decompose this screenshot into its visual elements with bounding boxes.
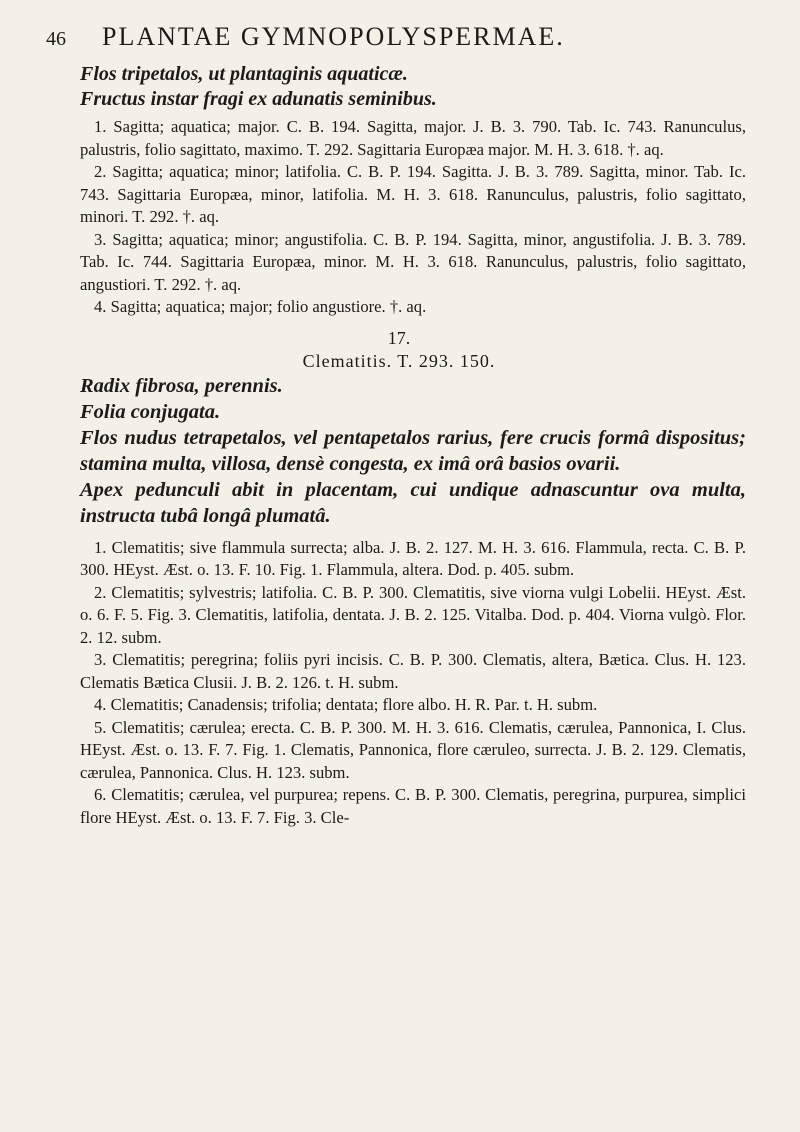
- sagitta-entry-1: 1. Sagitta; aquatica; major. C. B. 194. Sagitta, major. J. B. 3. 790. Tab. Ic. 743. Ranunculus, palustris, folio sagittato, maximo. T. 292. Sagittaria Europæa major. M. H. 3. 618. †. aq.: [80, 117, 746, 159]
- clematitis-entry-1: 1. Clematitis; sive flammula surrecta; alba. J. B. 2. 127. M. H. 3. 616. Flammula, recta. C. B. P. 300. HEyst. Æst. o. 13. F. 10. Fig. 1. Flammula, altera. Dod. p. 405. subm.: [80, 537, 746, 579]
- sagitta-flower-character: Flos tripetalos, ut plantaginis aquaticæ.: [80, 63, 408, 85]
- clematitis-root-character: Radix fibrosa, perennis.: [80, 374, 283, 397]
- sagitta-fruit-character: Fructus instar fragi ex adunatis seminibus.: [80, 88, 437, 110]
- clematitis-apex-character: Apex pedunculi abit in placentam, cui undique adnascuntur ova multa, instructa tubâ longâ plumatâ.: [80, 478, 746, 527]
- clematitis-entry-2: 2. Clematitis; sylvestris; latifolia. C. B. P. 300. Clematitis, sive viorna vulgi Lobelii. HEyst. Æst. o. 6. F. 5. Fig. 3. Clematitis, latifolia, dentata. J. B. 2. 125. Vitalba. Dod. p. 404. Viorna vulgò. Flor. 2. 12. subm.: [80, 582, 746, 647]
- section-number: 17.: [387, 327, 411, 348]
- clematitis-entry-4: 4. Clematitis; Canadensis; trifolia; dentata; flore albo. H. R. Par. t. H. subm.: [94, 695, 598, 714]
- clematitis-entry-5: 5. Clematitis; cærulea; erecta. C. B. P. 300. M. H. 3. 616. Clematis, cærulea, Pannonica, I. Clus. HEyst. Æst. o. 13. F. 7. Fig. 1. Clematis, Pannonica, flore cæruleo, surrecta. J. B. 2. 129. Clematis, cærulea, Pannonica. Clus. H. 123. subm.: [80, 717, 746, 782]
- running-title: PLANTAE GYMNOPOLYSPERMAE.: [102, 22, 565, 51]
- page-header: [46, 22, 752, 62]
- clematitis-entry-3: 3. Clematitis; peregrina; foliis pyri incisis. C. B. P. 300. Clematis, altera, Bætica. Clus. H. 123. Clematis Bætica Clusii. J. B. 2. 126. t. H. subm.: [80, 650, 746, 692]
- clematitis-section: [80, 373, 746, 830]
- clematitis-entry-6: 6. Clematitis; cærulea, vel purpurea; repens. C. B. P. 300. Clematis, peregrina, purpurea, simplici flore HEyst. Æst. o. 13. F. 7. Fig. 3. Cle-: [80, 785, 746, 827]
- sagitta-section: [80, 62, 746, 319]
- section-title: Clematitis. T. 293. 150.: [302, 350, 496, 371]
- sagitta-entry-2: 2. Sagitta; aquatica; minor; latifolia. C. B. P. 194. Sagitta. J. B. 3. 789. Sagitta, minor. Tab. Ic. 743. Sagittaria Europæa, minor, latifolia. M. H. 3. 618. Ranunculus, palustris, folio sagittato, minori. T. 292. †. aq.: [80, 162, 746, 226]
- clematitis-flower-character: Flos nudus tetrapetalos, vel pentapetalos rarius, fere crucis formâ dispositus; stamina multa, villosa, densè congesta, ex imâ orâ basios ovarii.: [80, 426, 746, 475]
- page-number: 46: [46, 28, 66, 50]
- sagitta-entry-4: 4. Sagitta; aquatica; major; folio angustiore. †. aq.: [94, 297, 427, 316]
- sagitta-entry-3: 3. Sagitta; aquatica; minor; angustifolia. C. B. P. 194. Sagitta, minor, angustifolia. J. B. 3. 789. Tab. Ic. 744. Sagittaria Europæa, minor. M. H. 3. 618. Ranunculus, palustris, folio sagittato, angustiori. T. 292. †. aq.: [80, 229, 746, 294]
- clematitis-leaf-character: Folia conjugata.: [80, 400, 221, 423]
